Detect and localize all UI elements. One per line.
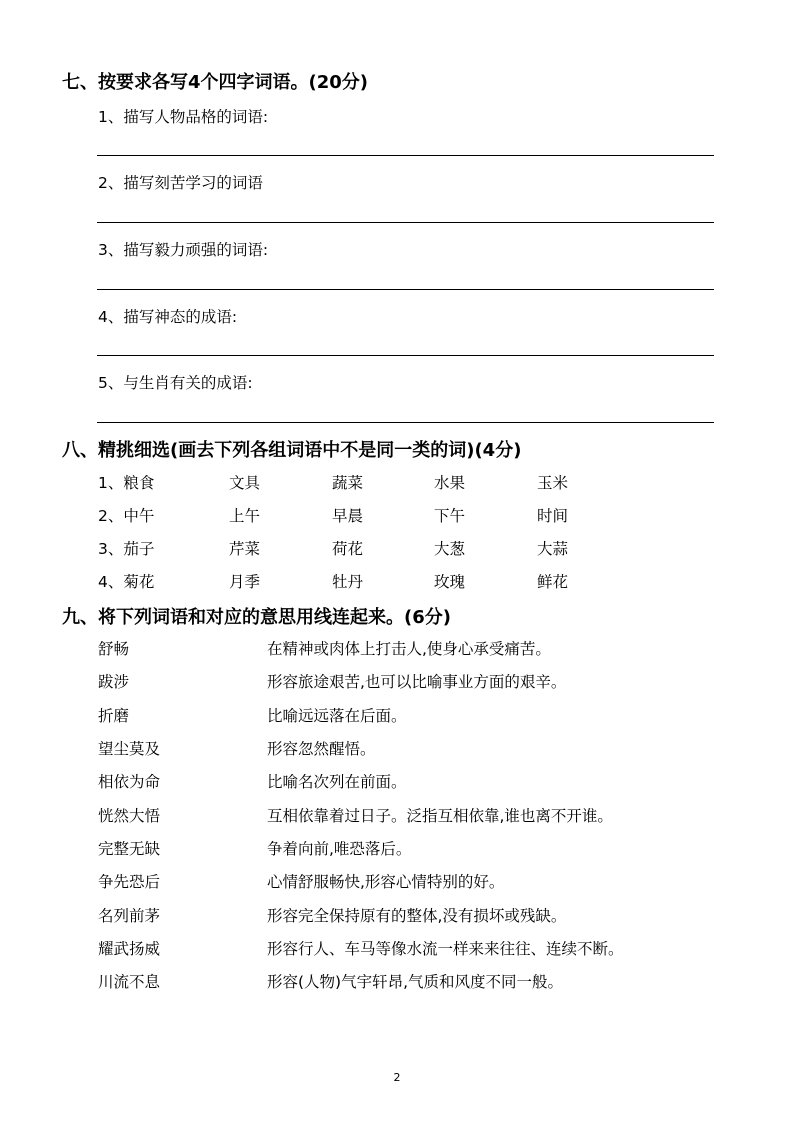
s7-item-4: 4、描写神态的成语: [98,308,238,326]
s8-word[interactable]: 4、菊花 [98,573,155,591]
section-7-title: 七、按要求各写4个四字词语。(20分) [62,72,369,93]
match-row [98,770,738,792]
match-row [98,804,738,826]
match-term[interactable]: 耀武扬威 [98,940,161,958]
match-meaning[interactable]: 互相依靠着过日子。泛指互相依靠,谁也离不开谁。 [267,807,613,825]
match-meaning[interactable]: 形容忽然醒悟。 [267,740,376,758]
s8-word[interactable]: 3、茄子 [98,540,155,558]
match-term[interactable]: 折磨 [98,707,130,725]
match-meaning[interactable]: 形容(人物)气宇轩昂,气质和风度不同一般。 [267,973,564,991]
match-term[interactable]: 恍然大悟 [98,807,161,825]
s8-word[interactable]: 荷花 [332,540,364,558]
s8-word[interactable]: 下午 [434,507,466,525]
answer-line-4[interactable] [97,355,714,356]
match-row [98,837,738,859]
answer-line-2[interactable] [97,222,714,223]
match-row [98,870,738,892]
match-row [98,737,738,759]
match-meaning[interactable]: 形容旅途艰苦,也可以比喻事业方面的艰辛。 [267,673,567,691]
s7-item-5: 5、与生肖有关的成语: [98,374,253,392]
match-term[interactable]: 相依为命 [98,773,161,791]
s8-word[interactable]: 大蒜 [537,540,569,558]
s7-item-3: 3、描写毅力顽强的词语: [98,241,269,259]
match-term[interactable]: 跋涉 [98,673,130,691]
answer-line-3[interactable] [97,289,714,290]
match-meaning[interactable]: 心情舒服畅快,形容心情特别的好。 [267,873,505,891]
s8-word[interactable]: 月季 [229,573,261,591]
s8-word[interactable]: 玫瑰 [434,573,466,591]
match-term[interactable]: 完整无缺 [98,840,161,858]
answer-line-1[interactable] [97,155,714,156]
s8-word[interactable]: 2、中午 [98,507,155,525]
match-row [98,904,738,926]
s8-word[interactable]: 上午 [229,507,261,525]
match-row [98,937,738,959]
match-meaning[interactable]: 形容行人、车马等像水流一样来来往往、连续不断。 [267,940,624,958]
s8-word[interactable]: 玉米 [537,474,569,492]
match-meaning[interactable]: 在精神或肉体上打击人,使身心承受痛苦。 [267,640,551,658]
match-meaning[interactable]: 形容完全保持原有的整体,没有损坏或残缺。 [267,907,567,925]
s7-item-2: 2、描写刻苦学习的词语 [98,174,263,192]
s8-word[interactable]: 早晨 [332,507,364,525]
s8-word[interactable]: 鲜花 [537,573,569,591]
s8-word[interactable]: 牡丹 [332,573,364,591]
s7-item-1: 1、描写人物品格的词语: [98,108,269,126]
s8-word[interactable]: 1、粮食 [98,474,155,492]
match-term[interactable]: 望尘莫及 [98,740,161,758]
match-meaning[interactable]: 比喻远远落在后面。 [267,707,407,725]
match-row [98,970,738,992]
section-9-title: 九、将下列词语和对应的意思用线连起来。(6分) [62,607,451,628]
match-term[interactable]: 川流不息 [98,973,161,991]
s8-word[interactable]: 文具 [229,474,261,492]
match-meaning[interactable]: 争着向前,唯恐落后。 [267,840,412,858]
answer-line-5[interactable] [97,422,714,423]
s8-word[interactable]: 水果 [434,474,466,492]
match-row [98,670,738,692]
match-term[interactable]: 名列前茅 [98,907,161,925]
page-number: 2 [393,1071,401,1084]
s8-word[interactable]: 芹菜 [229,540,261,558]
s8-word[interactable]: 蔬菜 [332,474,364,492]
section-8-title: 八、精挑细选(画去下列各组词语中不是同一类的词)(4分) [62,440,522,461]
match-meaning[interactable]: 比喻名次列在前面。 [267,773,407,791]
match-term[interactable]: 争先恐后 [98,873,161,891]
s8-word[interactable]: 大葱 [434,540,466,558]
match-term[interactable]: 舒畅 [98,640,130,658]
match-row [98,637,738,659]
match-row [98,704,738,726]
s8-word[interactable]: 时间 [537,507,569,525]
